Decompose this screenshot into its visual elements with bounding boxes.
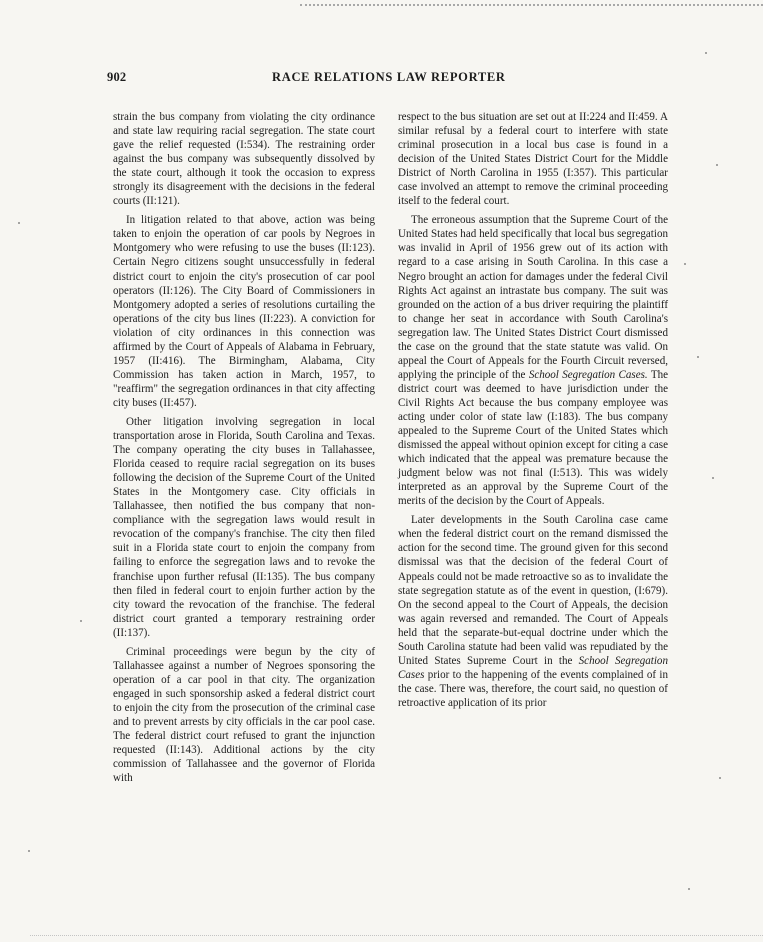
running-head: RACE RELATIONS LAW REPORTER [272, 70, 506, 84]
scan-speck [712, 477, 714, 479]
left-paragraph-4: Criminal proceedings were begun by the city of Tallahassee against a number of Negroes sponsoring the operation of a car pool in that city. The organization engaged in such sponsorship asked a federal district court to enjoin the city from the prosecution of the criminal case and to prevent arrests by city officials in the car pool case. The federal district court refused to grant the injunction requested (II:143). Additional actions by the city commission of Tallahassee and the governor of Florida with [113, 645, 375, 785]
left-paragraph-3: Other litigation involving segregation in local transportation arose in Florida, South Carolina and Texas. The company operating the city buses in Tallahassee, Florida ceased to require racial segregation on its buses following the decision of the Supreme Court of the United States in the Montgomery case. City officials in Tallahassee, then notified the bus company that non-compliance with the segregation laws would result in revocation of the company's franchise. The city then filed suit in a Florida state court to enjoin the company from failing to enforce the segregation laws and to revoke the franchise upon further refusal (II:135). The bus company then filed in federal court to enjoin further action by the city toward the revocation of the franchise. The federal district court granted a temporary restraining order (II:137). [113, 415, 375, 639]
scan-speck [697, 356, 699, 358]
right-paragraph-2-text-a: The erroneous assumption that the Supreme Court of the United States had held specifically that local bus segregation was invalid in April of 1956 grew out of its action with regard to a case arising in South Carolina. In this case a Negro brought an action for damages under the federal Civil Rights Act against an intrastate bus company. The suit was grounded on the action of a bus driver requiring the plaintiff to change her seat in accordance with South Carolina's segregation law. The United States District Court dismissed the case on the ground that the state statute was valid. On appeal the Court of Appeals for the Fourth Circuit reversed, applying the principle of the [398, 214, 668, 381]
scan-speck [80, 620, 82, 622]
right-paragraph-3-text-a: Later developments in the South Carolina case came when the federal district court on the remand dismissed the action for the second time. The ground given for this second dismissal was that the decision of the federal Court of Appeals could not be made retroactive so as to invalidate the state segregation statute as of the event in question, (I:679). On the second appeal to the Court of Appeals, the decision was again reversed and remanded. The Court of Appeals held that the separate-but-equal doctrine under which the South Carolina statute had been valid was repudiated by the United States Supreme Court in the [398, 514, 668, 667]
right-paragraph-2-text-b: The district court was deemed to have jurisdiction under the Civil Rights Act because the bus company employee was acting under color of state law (I:183). The bus company appealed to the Supreme Court of the United States which dismissed the appeal without opinion except for citing a case which indicated that the appeal was premature because the judgment below was not final (I:513). This was widely interpreted as an approval by the Supreme Court of the merits of the decision by the Court of Appeals. [398, 368, 669, 508]
right-paragraph-3 [398, 513, 668, 710]
scan-speck [716, 164, 718, 166]
scan-speck [28, 850, 30, 852]
scan-speck [719, 777, 721, 779]
right-column [398, 110, 668, 710]
scan-speck [684, 263, 686, 265]
right-paragraph-3-text-b: prior to the happening of the events complained of in the case. There was, therefore, the court said, no question of retroactive application of its prior [398, 668, 669, 709]
left-paragraph-1: strain the bus company from violating the city ordinance and state law requiring racial segregation. The state court gave the relief requested (I:534). The restraining order against the bus company was subsequently dissolved by the state court, although it took the occasion to express strongly its disagreement with the decisions in the federal courts (II:121). [113, 111, 375, 208]
right-paragraph-1: respect to the bus situation are set out at II:224 and II:459. A similar refusal by a federal court to interfere with state criminal prosecution in a local bus case is found in a decision of the United States District Court for the Middle District of North Carolina in 1955 (I:357). This particular case involved an attempt to remove the criminal proceeding itself to the federal court. [398, 111, 668, 208]
left-column [113, 110, 375, 785]
case-name-italic-2: School Segregation Cases [398, 654, 668, 681]
bottom-dotted-marks [30, 935, 763, 936]
scan-speck [18, 222, 20, 224]
case-name-italic: School Segregation Cases. [528, 368, 648, 381]
scan-speck [688, 888, 690, 890]
right-paragraph-2 [398, 213, 668, 508]
scan-speck [705, 52, 707, 54]
left-paragraph-2: In litigation related to that above, action was being taken to enjoin the operation of car pools by Negroes in Montgomery who were refusing to use the buses (II:123). Certain Negro citizens sought unsuccessfully in federal district court to enjoin the city's prosecution of car pool operators (II:126). The City Board of Commissioners in Montgomery adopted a series of resolutions curtailing the operations of the city bus lines (II:223). A conviction for violation of city ordinances in this connection was affirmed by the Court of Appeals of Alabama in February, 1957 (II:416). The Birmingham, Alabama, City Commission has taken action in March, 1957, to "reaffirm" the segregation ordinances in that city affecting city buses (II:457). [113, 214, 375, 409]
page-number: 902 [107, 70, 127, 84]
top-dotted-rule [300, 4, 763, 6]
